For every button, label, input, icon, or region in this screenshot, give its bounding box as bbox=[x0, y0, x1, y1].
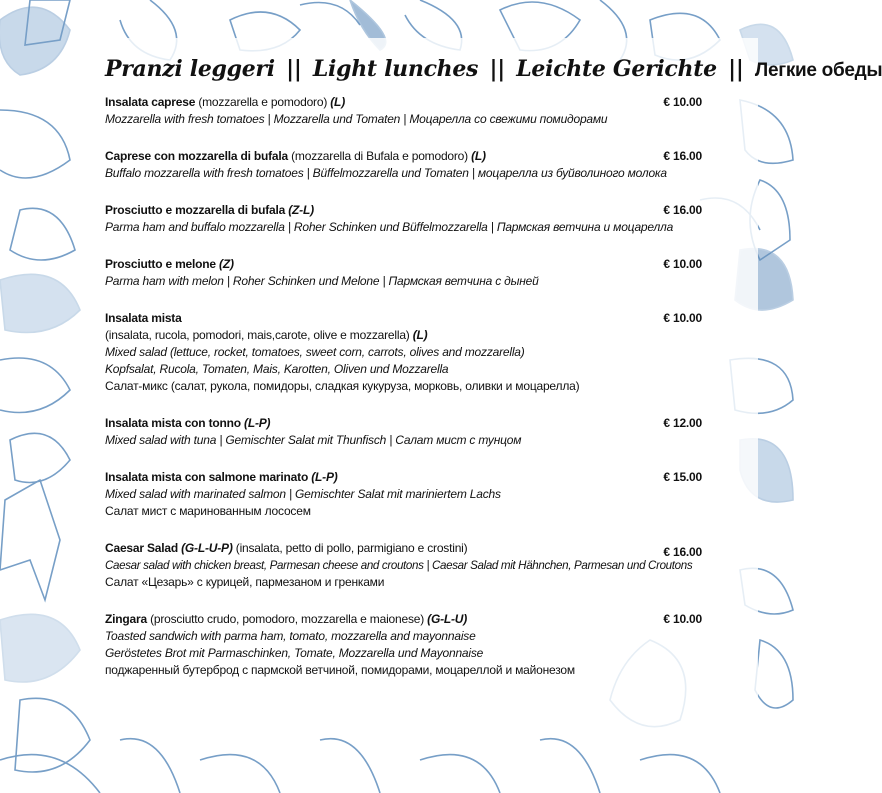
item-description: Toasted sandwich with parma ham, tomato, mozzarella and mayonnaise bbox=[105, 629, 476, 643]
item-name: Insalata mista con salmone marinato bbox=[105, 470, 309, 484]
menu-item-caesar-salad bbox=[105, 540, 745, 591]
menu-item-prosciutto-bufala bbox=[105, 202, 745, 236]
item-price: € 15.00 bbox=[663, 470, 702, 484]
item-description: Parma ham with melon | Roher Schinken und Melone | Пармская ветчина с дыней bbox=[105, 274, 539, 288]
page-title bbox=[105, 56, 882, 92]
item-detail: (mozzarella e pomodoro) bbox=[195, 95, 331, 109]
item-detail: (mozzarella di Bufala e pomodoro) bbox=[288, 149, 472, 163]
item-name: Caesar Salad bbox=[105, 541, 178, 555]
item-name: Insalata mista con tonno bbox=[105, 416, 241, 430]
menu-item-prosciutto-melone bbox=[105, 256, 745, 290]
title-russian: Легкие обеды bbox=[754, 60, 882, 81]
item-price: € 10.00 bbox=[663, 95, 702, 109]
title-english: Light lunches bbox=[312, 56, 479, 82]
menu-list bbox=[105, 94, 745, 679]
item-description: Mixed salad (lettuce, rocket, tomatoes, sweet corn, carrots, olives and mozzarella) bbox=[105, 345, 525, 359]
item-name: Caprese con mozzarella di bufala bbox=[105, 149, 288, 163]
allergen-code: (G-L-U-P) bbox=[181, 541, 233, 555]
item-detail: (insalata, petto di pollo, parmigiano e crostini) bbox=[232, 541, 468, 555]
item-name: Prosciutto e mozzarella di bufala bbox=[105, 203, 286, 217]
allergen-code: (L) bbox=[412, 328, 428, 342]
item-price: € 10.00 bbox=[663, 311, 702, 325]
item-price: € 10.00 bbox=[663, 612, 702, 626]
item-description: поджаренный бутерброд с пармской ветчиной, помидорами, моцареллой и майонезом bbox=[105, 663, 575, 677]
title-separator: || bbox=[286, 56, 302, 82]
item-description: Салат мист с маринованным лососем bbox=[105, 504, 311, 518]
item-description: Buffalo mozzarella with fresh tomatoes | Büffelmozzarella und Tomaten | моцарелла из буйволиного молока bbox=[105, 166, 667, 180]
item-detail: (insalata, rucola, pomodori, mais,carote, olive e mozzarella) bbox=[105, 328, 413, 342]
title-separator: || bbox=[728, 56, 744, 82]
item-description: Geröstetes Brot mit Parmaschinken, Tomate, Mozzarella und Mayonnaise bbox=[105, 646, 484, 660]
item-name: Insalata caprese bbox=[105, 95, 196, 109]
allergen-code: (L-P) bbox=[244, 416, 271, 430]
allergen-code: (L) bbox=[471, 149, 486, 163]
item-name: Prosciutto e melone bbox=[105, 257, 216, 271]
item-price: € 12.00 bbox=[663, 416, 702, 430]
item-description: Салат-микс (салат, рукола, помидоры, сладкая кукуруза, морковь, оливки и моцарелла) bbox=[105, 379, 580, 393]
menu-item-insalata-caprese bbox=[105, 94, 745, 128]
item-description: Caesar salad with chicken breast, Parmesan cheese and croutons | Caesar Salad mit Hähnchen, Parmesan und Croutons bbox=[105, 559, 693, 572]
item-name: Zingara bbox=[105, 612, 147, 626]
item-detail: (prosciutto crudo, pomodoro, mozzarella e maionese) bbox=[146, 612, 428, 626]
allergen-code: (G-L-U) bbox=[427, 612, 468, 626]
item-description: Mozzarella with fresh tomatoes | Mozzarella und Tomaten | Моцарелла со свежими помидорами bbox=[105, 112, 608, 126]
title-separator: || bbox=[489, 56, 505, 82]
item-description: Kopfsalat, Rucola, Tomaten, Mais, Karotten, Oliven und Mozzarella bbox=[105, 362, 449, 376]
item-description: Mixed salad with tuna | Gemischter Salat mit Thunfisch | Салат мист с тунцом bbox=[105, 433, 522, 447]
allergen-code: (L-P) bbox=[311, 470, 338, 484]
item-price: € 16.00 bbox=[663, 545, 702, 559]
menu-item-caprese-bufala bbox=[105, 148, 745, 182]
menu-item-insalata-salmone bbox=[105, 469, 745, 520]
item-price: € 10.00 bbox=[663, 257, 702, 271]
title-german: Leichte Gerichte bbox=[516, 56, 717, 82]
item-price: € 16.00 bbox=[663, 149, 702, 163]
menu-item-zingara bbox=[105, 611, 745, 679]
allergen-code: (Z-L) bbox=[288, 203, 314, 217]
title-italian: Pranzi leggeri bbox=[105, 56, 275, 82]
menu-item-insalata-tonno bbox=[105, 415, 745, 449]
item-description: Mixed salad with marinated salmon | Gemischter Salat mit mariniertem Lachs bbox=[105, 487, 501, 501]
allergen-code: (L) bbox=[330, 95, 345, 109]
menu-item-insalata-mista bbox=[105, 310, 745, 395]
item-name: Insalata mista bbox=[105, 311, 182, 325]
item-price: € 16.00 bbox=[663, 203, 702, 217]
allergen-code: (Z) bbox=[219, 257, 234, 271]
item-description: Салат «Цезарь» с курицей, пармезаном и гренками bbox=[105, 575, 385, 589]
item-description: Parma ham and buffalo mozzarella | Roher Schinken und Büffelmozzarella | Пармская ветчина и моцарелла bbox=[105, 220, 674, 234]
